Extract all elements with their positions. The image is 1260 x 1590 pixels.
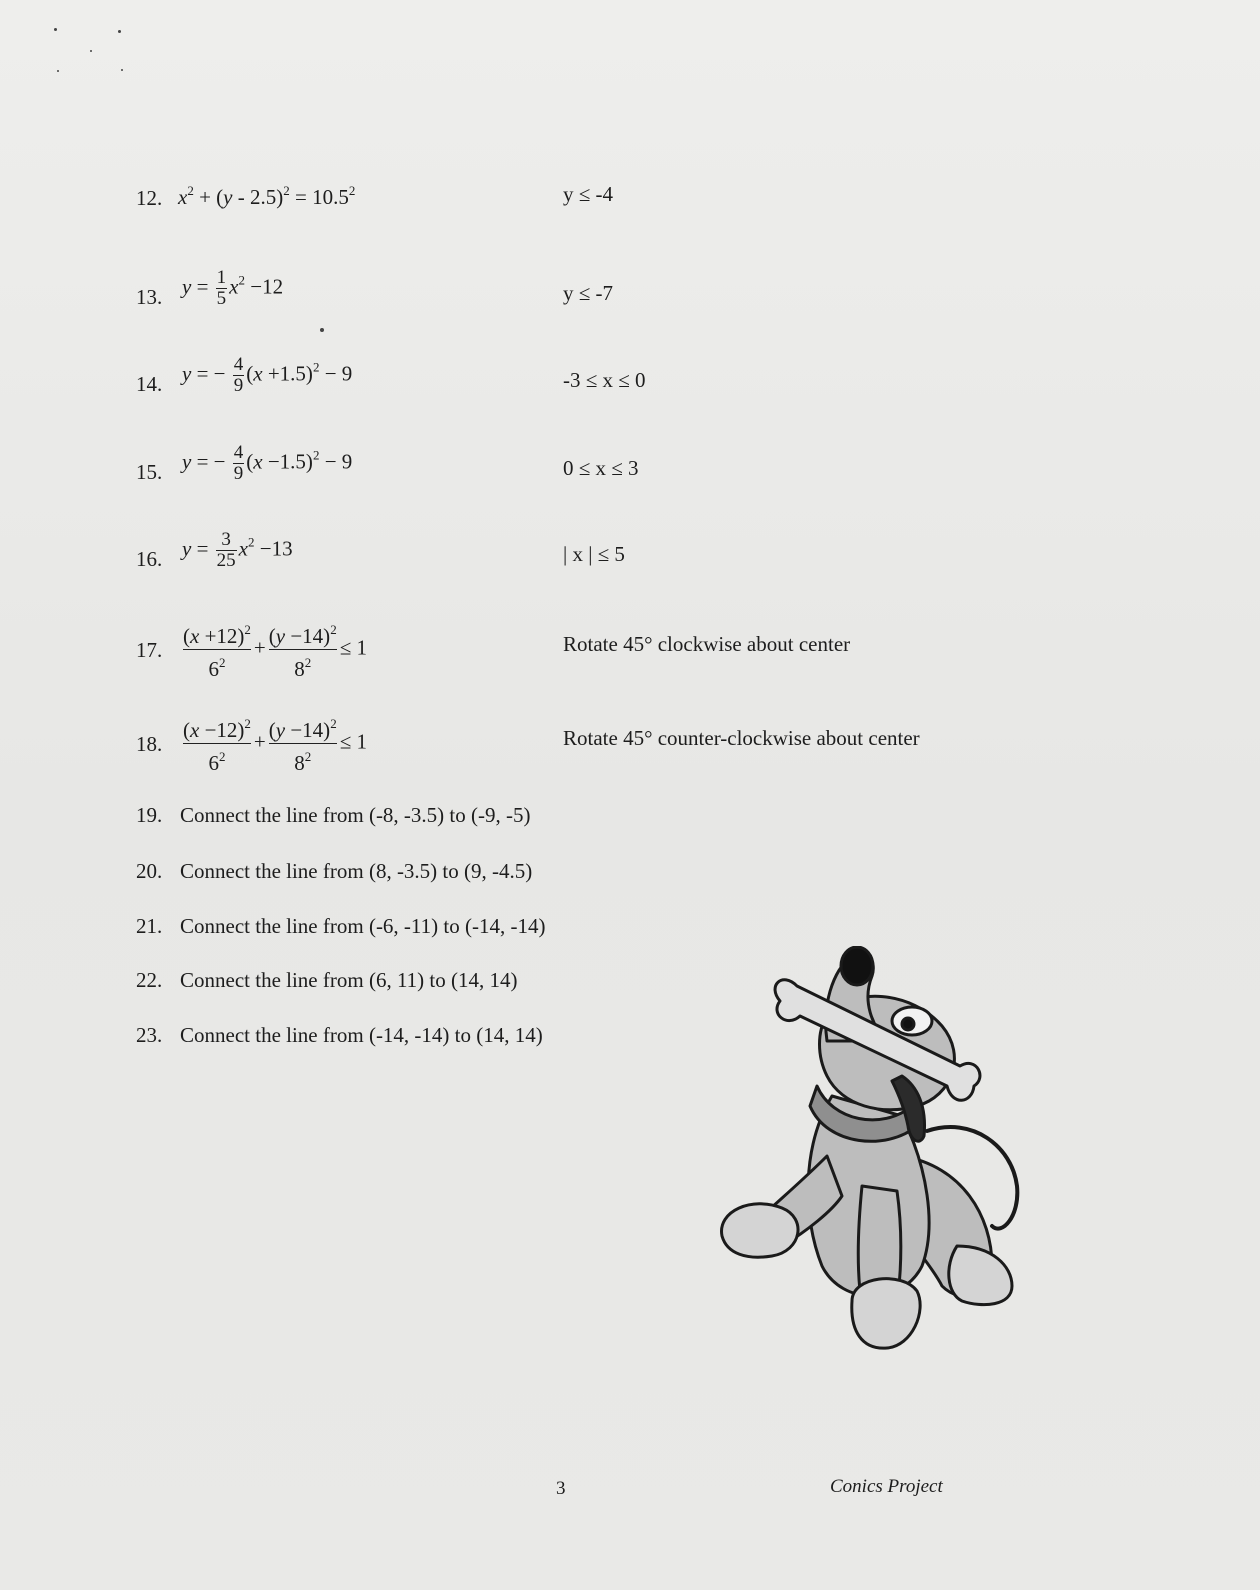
footer-title: Conics Project bbox=[830, 1476, 943, 1497]
condition-14: -3 ≤ x ≤ 0 bbox=[563, 368, 646, 392]
problem-number: 22. bbox=[136, 968, 163, 992]
line-instruction: Connect the line from (-6, -11) to (-14, -14) bbox=[180, 914, 546, 938]
equation-15: y = − $\frac{4}{9}$ $(x -1.5)^2 - 9$ bbox=[182, 442, 353, 484]
scan-speck bbox=[118, 30, 121, 33]
list-item bbox=[136, 803, 530, 828]
equation-13: y = $\frac{1}{5}$ $x^2 -12$ bbox=[182, 267, 284, 309]
problem-number: 14. bbox=[136, 372, 163, 396]
condition-18: Rotate 45° counter-clockwise about center bbox=[563, 726, 920, 750]
cartoon-dog-icon bbox=[712, 946, 1042, 1366]
scan-speck bbox=[121, 69, 123, 71]
problem-number: 12. bbox=[136, 186, 163, 210]
problem-number: 18. bbox=[136, 732, 163, 756]
problem-number: 15. bbox=[136, 460, 163, 484]
scan-speck bbox=[54, 28, 57, 31]
equation-18: $\frac{(x -12)^2}{6^2}$ + $\frac{(y -14)^2}{8^2}$ ≤ 1 bbox=[183, 716, 367, 775]
list-item bbox=[136, 859, 532, 884]
equation-16: y = $\frac{3}{25}$ $x^2 -13$ bbox=[182, 529, 293, 571]
problem-number: 13. bbox=[136, 285, 163, 309]
scan-speck bbox=[320, 328, 324, 332]
equation-14: y = − $\frac{4}{9}$ $(x +1.5)^2 - 9$ bbox=[182, 354, 353, 396]
condition-16: | x | ≤ 5 bbox=[563, 542, 625, 566]
problem-number: 17. bbox=[136, 638, 163, 662]
list-item bbox=[136, 914, 545, 939]
problem-number: 21. bbox=[136, 914, 163, 938]
line-instruction: Connect the line from (-14, -14) to (14, 14) bbox=[180, 1023, 543, 1047]
page-number: 3 bbox=[556, 1478, 566, 1499]
line-instruction: Connect the line from (8, -3.5) to (9, -4.5) bbox=[180, 859, 533, 883]
problem-number: 16. bbox=[136, 547, 163, 571]
condition-17: Rotate 45° clockwise about center bbox=[563, 632, 851, 656]
condition-15: 0 ≤ x ≤ 3 bbox=[563, 456, 639, 480]
problem-number: 19. bbox=[136, 803, 163, 827]
list-item bbox=[136, 1023, 543, 1048]
equation-17: $\frac{(x +12)^2}{6^2}$ + $\frac{(y -14)^2}{8^2}$ ≤ 1 bbox=[183, 622, 367, 681]
condition-13: y ≤ -7 bbox=[563, 281, 614, 305]
problem-number: 23. bbox=[136, 1023, 163, 1047]
list-item bbox=[136, 968, 517, 993]
equation-12: $x^2 + (y - 2.5)^2 = 10.5^2$ bbox=[178, 183, 356, 209]
line-instruction: Connect the line from (-8, -3.5) to (-9, -5) bbox=[180, 803, 531, 827]
problem-number: 20. bbox=[136, 859, 163, 883]
scan-speck bbox=[90, 50, 92, 52]
scan-speck bbox=[57, 70, 59, 72]
line-instruction: Connect the line from (6, 11) to (14, 14) bbox=[180, 968, 518, 992]
condition-12: y ≤ -4 bbox=[563, 182, 614, 206]
